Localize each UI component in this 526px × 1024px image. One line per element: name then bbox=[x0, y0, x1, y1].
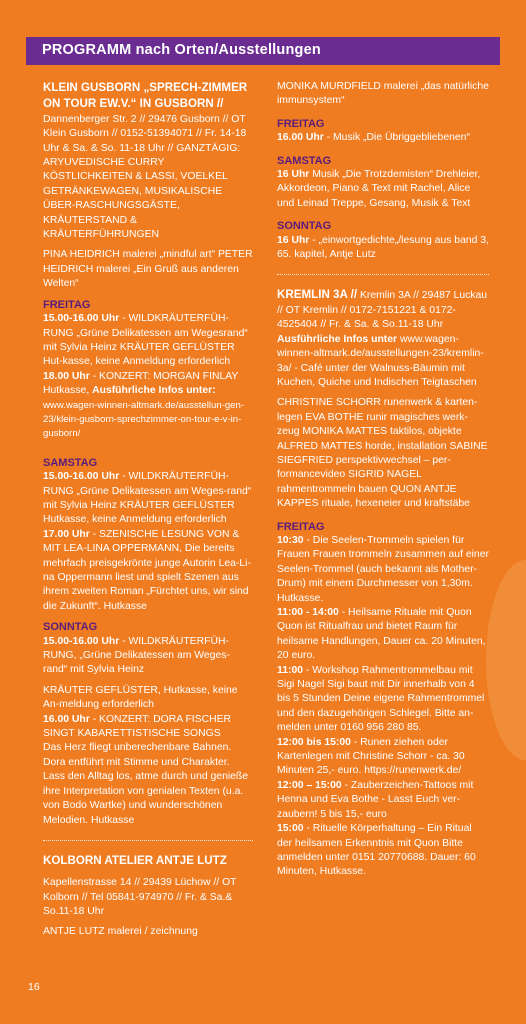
event-text: Musik „Die Trotzdemisten“ Drehleier, Akkordeon, Piano & Text mit Rachel, Alice und Leinad Treppe, Gesang, Musik & Text bbox=[277, 169, 481, 209]
event-time: 16 Uhr bbox=[277, 234, 310, 246]
event-time: 15:00 bbox=[277, 823, 304, 835]
event-text: - Die Seelen-Trommeln spielen für Frauen Frauen trommeln zusammen auf einer Seelen-Trommel (auch bekannt als Mother-Drum) mit einem Durchmesser von 1,30m. Hutkasse. bbox=[277, 534, 489, 604]
event-k-2 bbox=[277, 606, 489, 664]
left-column bbox=[43, 80, 253, 940]
event-text: - WILDKRÄUTERFÜH-RUNG „Grüne Delikatessen am Weges-rand“ mit Sylvia Heinz KRÄUTER GEFLÜSTER Hutkasse, keine Anmeldung erforderlich bbox=[43, 471, 252, 526]
venue-address-kremlin: Kremlin 3A // 29487 Luckau // OT Kremlin // 0172-7151221 & 0172-4525404 // Fr. & Sa. & So.11-18 Uhr bbox=[277, 290, 488, 331]
event-k-5 bbox=[277, 779, 489, 822]
event-r-so bbox=[277, 234, 489, 263]
kremlin-entry bbox=[277, 287, 489, 390]
event-k-4 bbox=[277, 736, 489, 779]
event-r-fr bbox=[277, 131, 489, 145]
event-text: - „einwortgedichte„/lesung aus band 3, 65. kapitel, Antje Lutz bbox=[277, 234, 489, 261]
divider bbox=[277, 274, 489, 275]
page-number: 16 bbox=[28, 981, 40, 993]
venue-address-gusborn: Dannenberger Str. 2 // 29476 Gusborn // OT Klein Gusborn // 0152-51394071 // Fr. 14-18 Uhr & Sa. & So. 11-18 Uhr // GANZTÄGIG: ARYUVEDISCHE CURRY KÖSTLICHKEITEN & LASSI, VOELKEL GETRÄNKEWAGEN, MUSIKALISCHE ÜBER-RASCHUNGSGÄSTE, KRÄUTERSTAND & KRÄUTERFÜHRUNGEN bbox=[43, 113, 247, 241]
event-time: 11:00 - 14:00 bbox=[277, 607, 339, 618]
venue-title-kolborn: KOLBORN ATELIER ANTJE LUTZ bbox=[43, 853, 227, 867]
event-sa-1 bbox=[43, 470, 253, 528]
background-blob bbox=[486, 560, 526, 760]
page-title: PROGRAMM nach Orten/Ausstellungen bbox=[42, 42, 321, 58]
info-link[interactable]: www.wagen-winnen-altmark.de/ausstellun-gen-23/klein-gusborn-sprechzimmer-on-tour-e-v-in-gusborn/ bbox=[43, 399, 245, 440]
info-label: Ausführliche Infos unter bbox=[277, 333, 398, 345]
artists-gusborn: PINA HEIDRICH malerei „mindful art“ PETER HEIDRICH malerei „Ein Gruß aus anderen Welten“ bbox=[43, 249, 253, 290]
venue-address-kolborn: Kapellenstrasse 14 // 29439 Lüchow // OT Kolborn // Tel 05841-974970 // Fr. & Sa.& So.11-18 Uhr bbox=[43, 877, 237, 917]
venue-title-kremlin: KREMLIN 3A // bbox=[277, 288, 358, 302]
event-fr-2 bbox=[43, 370, 253, 442]
event-so-2 bbox=[43, 713, 253, 742]
event-text: - KONZERT: MORGAN FINLAY Hutkasse, bbox=[43, 370, 239, 397]
event-time: 18.00 Uhr bbox=[43, 370, 90, 382]
day-freitag: FREITAG bbox=[43, 298, 91, 311]
event-time: 16.00 Uhr bbox=[43, 713, 90, 725]
event-text: - Zauberzeichen-Tattoos mit Henna und Eva Bothe - Lasst Euch ver-zaubern! 5 bis 15,- euro bbox=[277, 779, 474, 820]
event-time: 11:00 bbox=[277, 664, 304, 676]
artist-monika: MONIKA MURDFIELD malerei „das natürliche immunsystem“ bbox=[277, 81, 489, 107]
event-fr-1 bbox=[43, 312, 253, 370]
event-text: - Workshop Rahmentrommelbau mit Sigi Nagel Sigi baut mit Dir innerhalb von 4 bis 5 Stunden Deine eigene Rahmentrommel und den dazugehörigen Schlegel. Bitte an-melden unter 0160 956 280 85. bbox=[277, 664, 485, 734]
event-k-6 bbox=[277, 822, 489, 880]
event-text: - SZENISCHE LESUNG VON & MIT LEA-LINA OPPERMANN, Die bereits mehrfach preisgekrönte junge Autorin Lea-Li-na Oppermann liest und spielt Szenen aus ihrem zweiten Roman „Fürchtet uns, wir sind die Zukunft“. Hutkasse bbox=[43, 528, 251, 612]
event-time: 15.00-16.00 Uhr bbox=[43, 635, 120, 647]
event-so-1-note: KRÄUTER GEFLÜSTER, Hutkasse, keine An-meldung erforderlich bbox=[43, 684, 238, 711]
event-k-1 bbox=[277, 534, 489, 606]
event-text: - WILDKRÄUTERFÜH-RUNG „Grüne Delikatessen am Wegesrand“ mit Sylvia Heinz KRÄUTER GEFLÜSTER Hut-kasse, keine Anmeldung erforderlich bbox=[43, 313, 248, 368]
artist-kolborn: ANTJE LUTZ malerei / zeichnung bbox=[43, 926, 198, 938]
venue-title-gusborn: KLEIN GUSBORN „SPRECH-ZIMMER ON TOUR EW.V.“ IN GUSBORN // bbox=[43, 81, 248, 111]
divider bbox=[43, 840, 253, 841]
event-text: - Runen ziehen oder Kartenlegen mit Christine Schorr - ca. 30 Minuten 25,- euro. https://runenwerk.de/ bbox=[277, 736, 465, 777]
event-time: 12:00 bis 15:00 bbox=[277, 736, 351, 748]
day-sonntag: SONNTAG bbox=[43, 621, 98, 634]
info-label: Ausführliche Infos unter: bbox=[92, 385, 216, 397]
event-time: 12:00 – 15:00 bbox=[277, 779, 342, 791]
event-text: - KONZERT: DORA FISCHER SINGT KABARETTISTISCHE SONGS bbox=[43, 713, 232, 740]
day-samstag: SAMSTAG bbox=[43, 456, 98, 469]
event-time: 15.00-16.00 Uhr bbox=[43, 313, 120, 325]
event-text: - Heilsame Rituale mit Quon Quon ist Ritualfrau und bietet Raum für heilsame Handlungen, Dauer ca. 20 Minuten, 20 euro. bbox=[277, 607, 486, 662]
event-text: - WILDKRÄUTERFÜH-RUNG, „Grüne Delikatessen am Weges-rand“ mit Sylvia Heinz bbox=[43, 635, 230, 676]
section-header bbox=[26, 37, 500, 65]
day-freitag: FREITAG bbox=[277, 117, 325, 130]
event-time: 16 Uhr bbox=[277, 169, 310, 181]
right-column bbox=[277, 80, 489, 880]
event-time: 17.00 Uhr bbox=[43, 528, 90, 540]
day-sonntag: SONNTAG bbox=[277, 220, 332, 233]
event-so-2-desc: Das Herz fliegt unberechenbare Bahnen. Dora entführt mit Stimme und Charakter. Lass den Alltag los, atme durch und genieße ihre Interpretation von genialen Texten (u.a. von Bodo Wartke) und wunderschönen Melodien. Hutkasse bbox=[43, 742, 249, 826]
day-samstag: SAMSTAG bbox=[277, 154, 332, 167]
event-time: 16.00 Uhr bbox=[277, 132, 324, 144]
event-text: - Rituelle Körperhaltung – Ein Ritual der heilsamen Erkenntnis mit Quon Bitte anmelden unter 0151 20770688. Dauer: 60 Minuten, Hutkasse. bbox=[277, 823, 476, 878]
event-so-1 bbox=[43, 635, 253, 678]
day-freitag-kremlin: FREITAG bbox=[277, 520, 325, 533]
event-time: 15.00-16.00 Uhr bbox=[43, 471, 120, 483]
event-k-3 bbox=[277, 664, 489, 736]
event-text: - Musik „Die Übriggebliebenen“ bbox=[323, 132, 470, 144]
event-r-sa bbox=[277, 168, 489, 211]
gusborn-entry bbox=[43, 80, 253, 242]
info-link[interactable]: www.wagen-winnen-altmark.de/ausstellungen-23/kremlin-3a/ - Café unter der Walnuss-Bäumin mit Kuchen, Quiche und Indischen Teigtaschen bbox=[277, 333, 484, 388]
artists-kremlin: CHRISTINE SCHORR runenwerk & karten-legen EVA BOTHE runir magisches werk-zeug MONIKA MATTES taktilos, objekte ALFRED MATTES horde, installation SABINE SIEGFRIED perspektivwechsel – per-formancevideo SIGRID NAGEL rahmentrommeln bauen QUON ANTJE KAPPES rituale, hexeneier und kraftstäbe bbox=[277, 397, 488, 510]
event-sa-2 bbox=[43, 528, 253, 614]
event-time: 10:30 bbox=[277, 534, 304, 546]
